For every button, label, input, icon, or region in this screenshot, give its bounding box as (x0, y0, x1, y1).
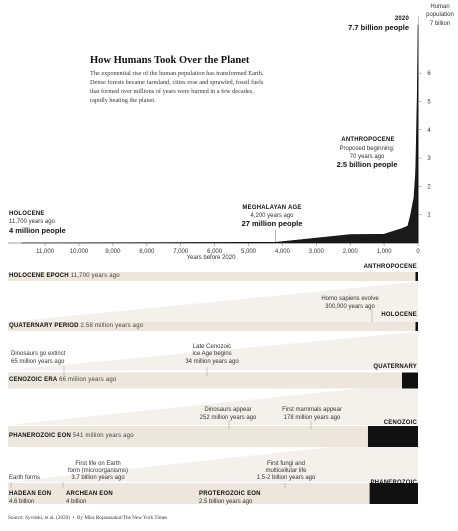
x-tick-label: 4,000 (274, 249, 290, 255)
x-tick-label: 8,000 (139, 249, 155, 255)
band-hadean-ago: 4.6 billion (9, 499, 35, 505)
y-tick-label: 4 (427, 127, 431, 134)
band-fill (402, 373, 418, 389)
event-ice-age-3: 34 million years ago (185, 359, 239, 365)
band-quaternary-name: QUATERNARY PERIOD 2.58 million years ago (9, 323, 144, 329)
anthropocene-line1: Proposed beginning: (339, 146, 395, 152)
band-cenozoic-end-label: QUATERNARY (373, 364, 417, 370)
x-tick-label: 2,000 (342, 249, 358, 255)
y-tick-label: 3 (427, 156, 431, 163)
x-tick-label: 5,000 (241, 249, 257, 255)
event-dino-appear-1: Dinosaurs appear (204, 407, 252, 413)
event-mammals-1: First mammals appear (282, 407, 342, 413)
x-tick-label: 1,000 (376, 249, 392, 255)
event-first-life-1: First life on Earth (75, 461, 121, 467)
meghalayan-line1: 4,200 years ago (250, 213, 294, 219)
x-tick-label: 9,000 (105, 249, 121, 255)
anthropocene-name: ANTHROPOCENE (341, 137, 395, 143)
band-quaternary-end-label: HOLOCENE (381, 312, 417, 318)
x-tick-label: 11,000 (36, 249, 55, 255)
chart-description: The exponential rise of the human population has transformed Earth. Dense forests became farmland, cities rose and sprawled, fossil fuels that formed over millions of years were burned in a few decades, rapidly heating the planet. (90, 70, 264, 105)
band-archean-name: ARCHEAN EON (66, 491, 113, 497)
holocene-line1: 11,700 years ago (9, 219, 55, 225)
band-phanerozoic-name: PHANEROZOIC EON 541 million years ago (9, 433, 134, 439)
band-phanerozoic-end-label: CENOZOIC (383, 420, 417, 426)
x-axis-title: Years before 2020 (186, 255, 236, 261)
band-holocene-end-label: ANTHROPOCENE (363, 264, 417, 270)
meghalayan-line2: 27 million people (241, 219, 303, 228)
event-dino-extinct-2: 65 million years ago (11, 359, 65, 365)
anthropocene-line2: 70 years ago (349, 154, 385, 160)
event-fungi-3: 1.5-2 billion years ago (256, 475, 316, 481)
footer: Source: Syvitski, et al. (2020) • By Mira Rojanasakul/The New York Times (8, 515, 168, 521)
y-axis-label-1: Human (430, 4, 450, 10)
event-sapiens-1: Homo sapiens evolve (321, 296, 379, 302)
x-tick-label: 6,000 (207, 249, 223, 255)
x-tick-label: 10,000 (69, 249, 89, 255)
band-fill (416, 272, 419, 281)
y-tick-label: 5 (427, 99, 431, 106)
x-tick-label: 3,000 (308, 249, 324, 255)
event-mammals-2: 178 million years ago (283, 415, 341, 421)
event-first-life-3: 3.7 billion years ago (71, 475, 125, 481)
band-holocene-name: HOLOCENE EPOCH 11,700 years ago (9, 273, 120, 279)
holocene-name: HOLOCENE (9, 211, 45, 217)
x-tick-label: 0 (416, 249, 420, 255)
y-tick-label: 1 (427, 212, 431, 219)
band-funnel (8, 443, 418, 482)
event-ice-age-1: Late Cenozoic (192, 344, 232, 350)
event-sapiens-2: 300,000 years ago (325, 304, 375, 310)
y-tick-label: 6 (427, 71, 431, 78)
event-earth-forms: Earth forms (9, 475, 41, 481)
now-year: 2020 (394, 16, 409, 22)
band-fill (368, 426, 418, 447)
band-archean-ago: 4 billion (66, 499, 87, 505)
event-ice-age-2: Ice Age begins (192, 351, 232, 357)
now-value: 7.7 billion people (348, 23, 409, 32)
x-tick-label: 7,000 (173, 249, 189, 255)
band-cenozoic-name: CENOZOIC ERA 66 million years ago (9, 377, 117, 383)
anthropocene-line3: 2.5 billion people (336, 160, 398, 169)
y-axis-label-3: 7 billion (429, 21, 451, 27)
chart-axes (8, 16, 431, 255)
event-dino-appear-2: 252 million years ago (199, 415, 257, 421)
chart-title: How Humans Took Over the Planet (90, 55, 250, 66)
y-tick-label: 2 (427, 184, 431, 191)
y-axis-label-2: population (426, 12, 454, 18)
event-dino-extinct-1: Dinosaurs go extinct (11, 351, 66, 357)
band-proterozoic-end-label: PHANEROZOIC (370, 480, 417, 486)
band-hadean-name: HADEAN EON (9, 491, 52, 497)
band-proterozoic-name: PROTEROZOIC EON (199, 491, 261, 497)
event-fungi-2: multicellular life (265, 468, 307, 474)
band-fill (416, 322, 419, 331)
event-first-life-2: form (microorganisms) (67, 468, 129, 474)
event-fungi-1: First fungi and (266, 461, 306, 467)
holocene-line2: 4 million people (9, 226, 66, 235)
band-proterozoic-ago: 2.5 billion years ago (199, 499, 253, 505)
meghalayan-name: MEGHALAYAN AGE (242, 205, 302, 211)
